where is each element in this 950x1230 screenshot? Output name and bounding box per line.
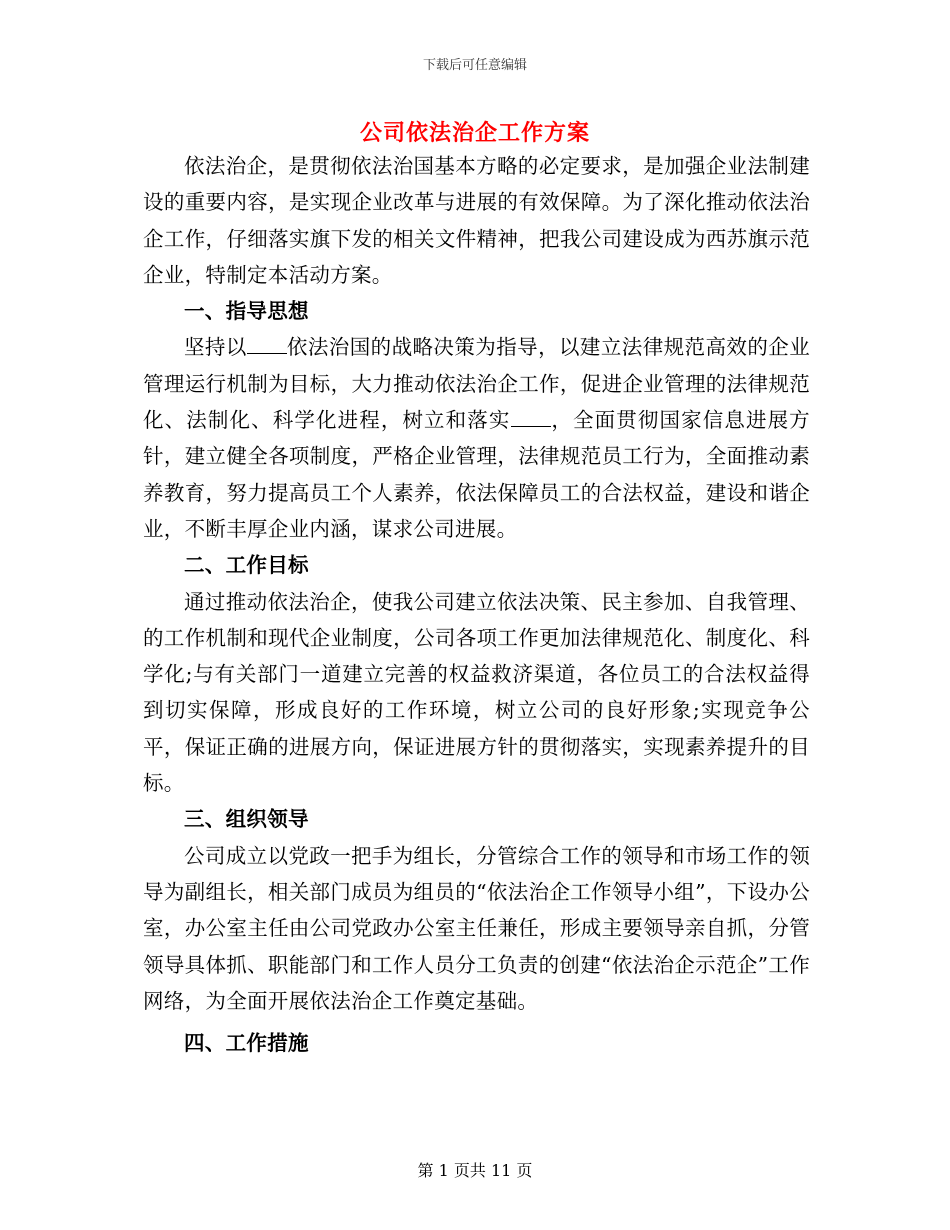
document-body [143,148,810,1061]
organization-paragraph: 公司成立以党政一把手为组长，分管综合工作的领导和市场工作的领导为副组长，相关部门成员为组员的“依法治企工作领导小组”，下设办公室，办公室主任由公司党政办公室主任兼任，形成主要领导亲自抓，分管领导具体抓、职能部门和工作人员分工负责的创建“依法治企示范企”工作网络，为全面开展依法治企工作奠定基础。 [143,843,810,1013]
blank-line [511,408,551,427]
guiding-ideology-paragraph [143,329,810,547]
section-heading-guiding-ideology: 一、指导思想 [184,299,309,324]
work-goals-paragraph: 通过推动依法治企，使我公司建立依法决策、民主参加、自我管理、的工作机制和现代企业制度，公司各项工作更加法律规范化、制度化、科学化;与有关部门一道建立完善的权益救济渠道，各位员工的合法权益得到切实保障，形成良好的工作环境，树立公司的良好形象;实现竞争公平，保证正确的进展方向，保证进展方针的贯彻落实，实现素养提升的目标。 [143,589,810,796]
blank-line [247,335,287,354]
page-footer: 第 1 页共 11 页 [417,1161,533,1180]
text-run: 坚持以 [184,335,247,360]
section-heading-work-measures: 四、工作措施 [184,1031,309,1056]
section-heading-work-goals: 二、工作目标 [184,553,309,578]
section-heading-organization: 三、组织领导 [184,807,309,832]
document-title: 公司依法治企工作方案 [359,120,590,146]
page-header: 下载后可任意编辑 [422,58,527,73]
text-run: ，全面贯彻国家信息进展方针，建立健全各项制度，严格企业管理，法律规范员工行为，全面推动素养教育，努力提高员工个人素养，依法保障员工的合法权益，建设和谐企业，不断丰厚企业内涵，谋求公司进展。 [143,408,810,541]
text-run: 依法治国的战略决策为指导，以建立法律规范高效的企业管理运行机制为目标，大力推动依法治企工作，促进企业管理的法律规范化、法制化、科学化进程，树立和落实 [143,335,811,433]
intro-paragraph: 依法治企，是贯彻依法治国基本方略的必定要求，是加强企业法制建设的重要内容，是实现企业改革与进展的有效保障。为了深化推动依法治企工作，仔细落实旗下发的相关文件精神，把我公司建设成为西苏旗示范企业，特制定本活动方案。 [143,154,810,287]
